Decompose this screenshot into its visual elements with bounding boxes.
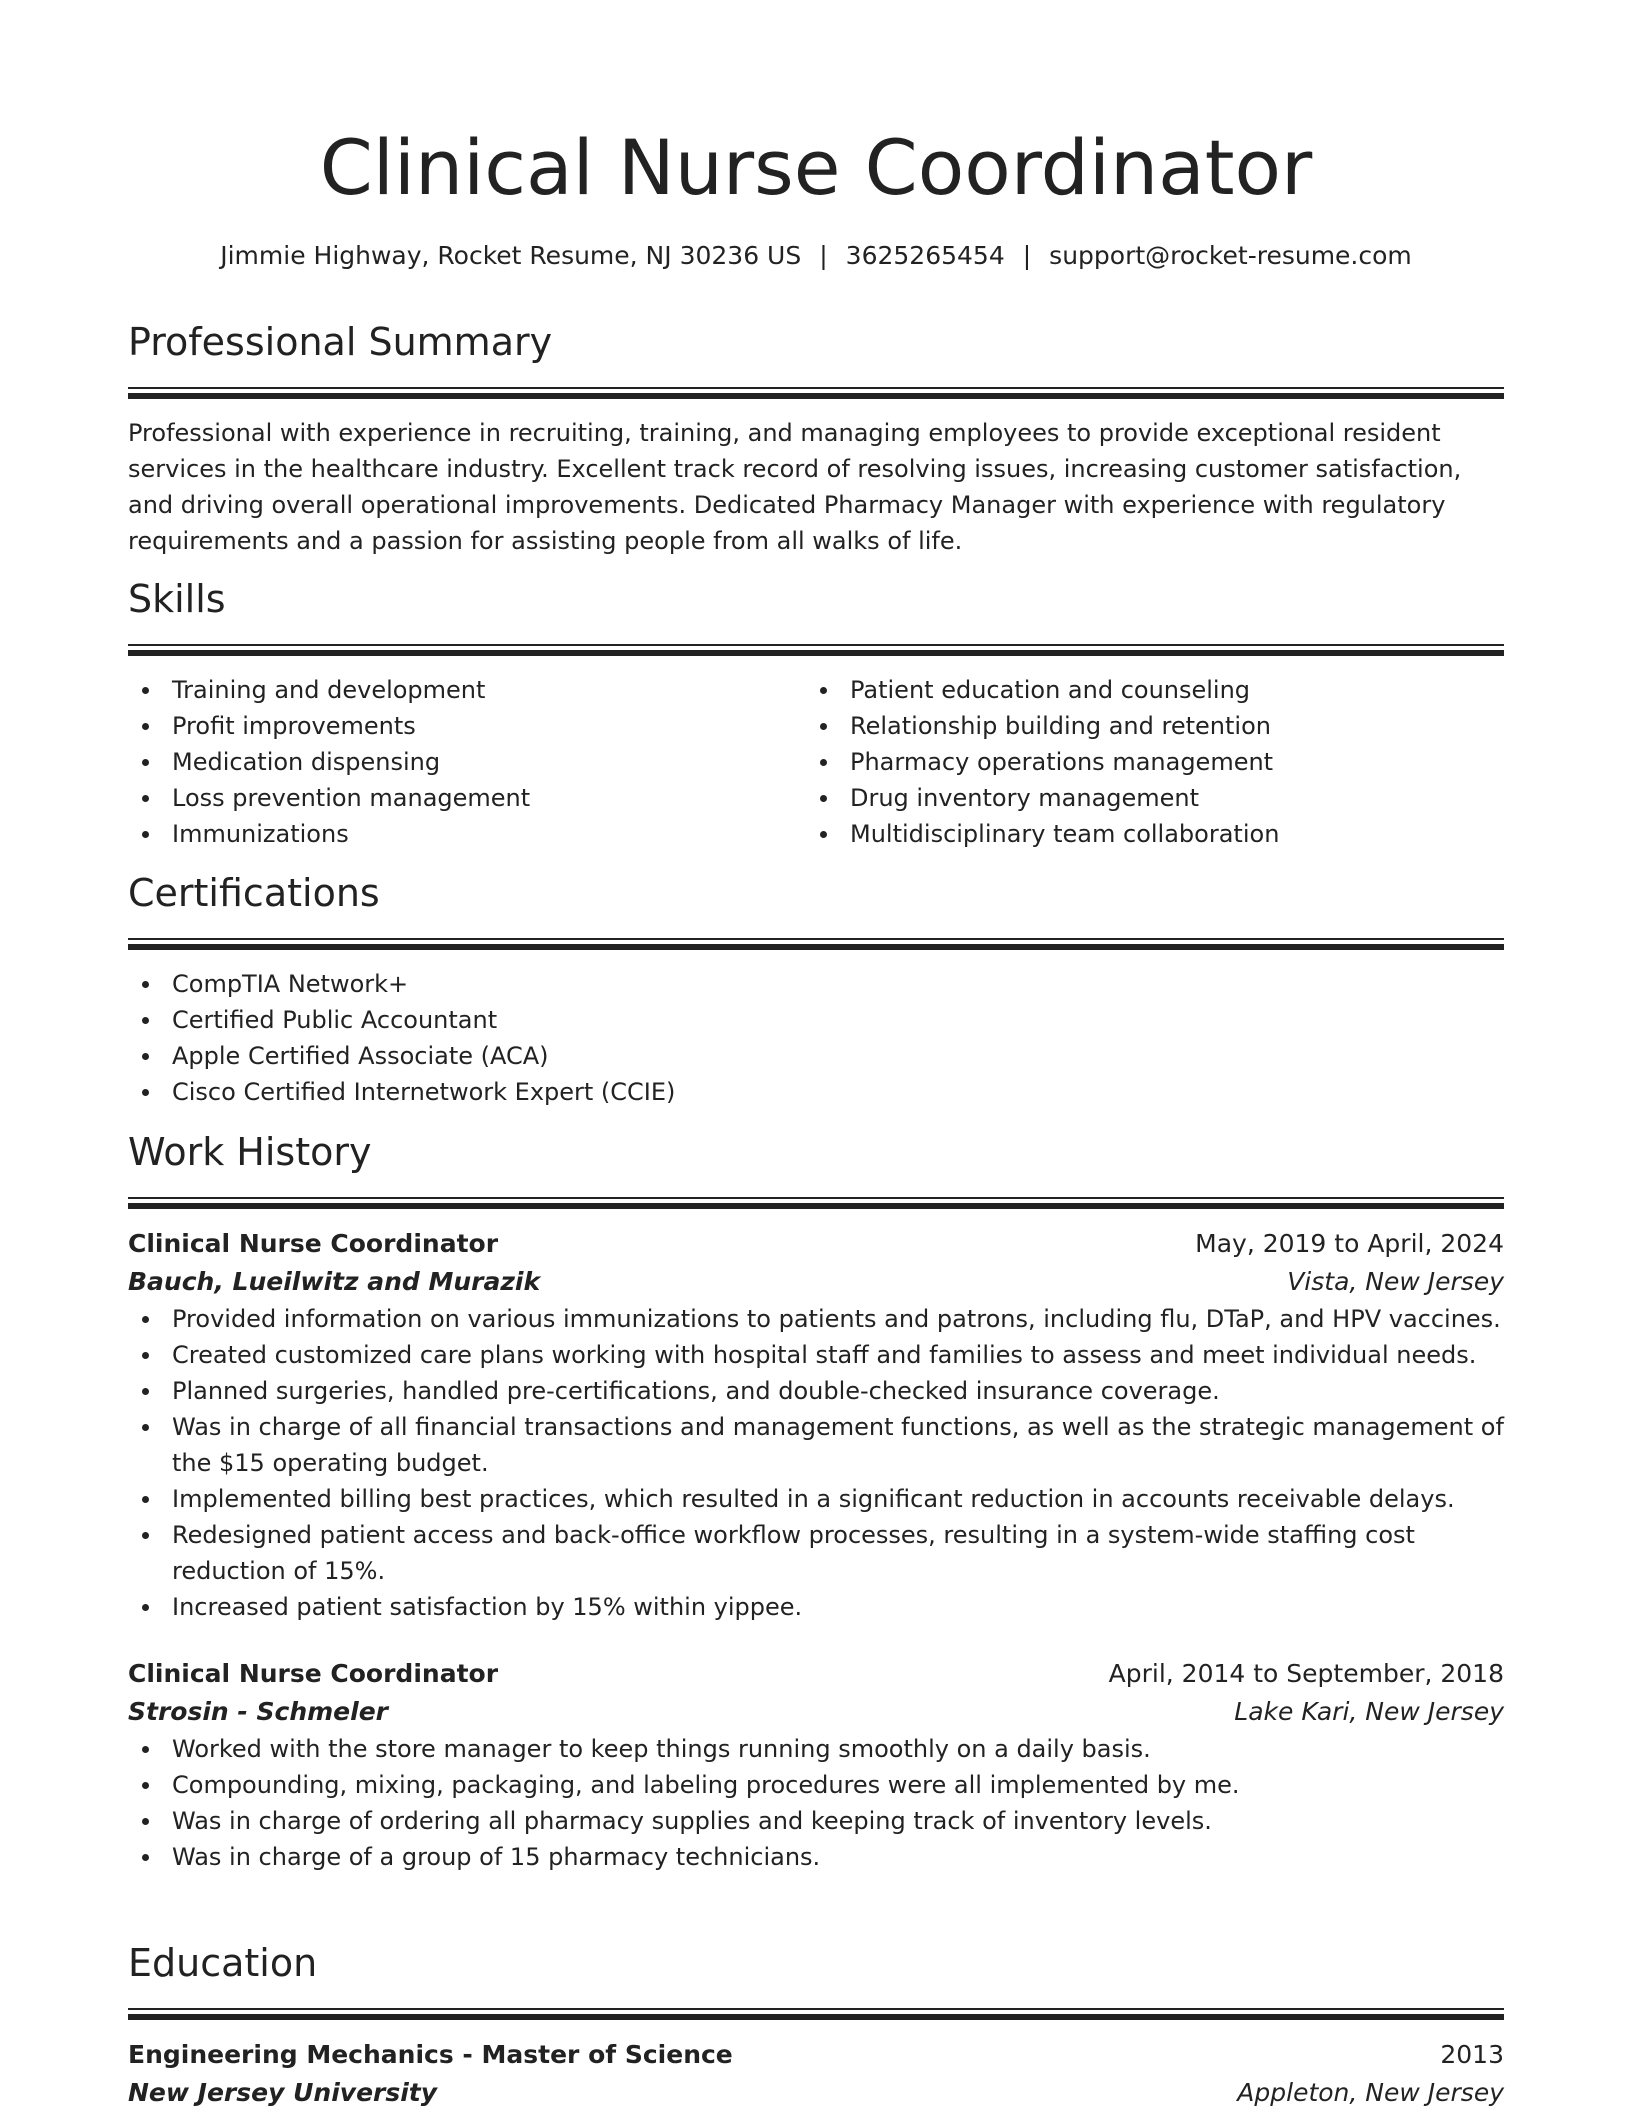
skill-item: Profit improvements xyxy=(128,708,806,744)
education-subheader xyxy=(128,2074,1504,2112)
job-header xyxy=(128,1655,1504,1693)
resume-name: Clinical Nurse Coordinator xyxy=(319,123,1313,212)
section-title: Certifications xyxy=(128,871,380,915)
education-header xyxy=(128,2036,1504,2074)
education-section xyxy=(128,1938,1504,2112)
job-bullets xyxy=(128,1301,1504,1625)
skills-section xyxy=(128,574,1504,852)
skill-item: Loss prevention management xyxy=(128,780,806,816)
section-divider xyxy=(128,644,1504,646)
section-divider xyxy=(128,2014,1504,2020)
contact-phone: 3625265454 xyxy=(845,241,1005,270)
contact-separator: | xyxy=(1022,241,1032,270)
job-bullet: Was in charge of all financial transactions and management functions, as well as the strategic management of the $15 operating budget. xyxy=(128,1409,1504,1481)
section-divider xyxy=(128,1197,1504,1199)
job-bullet: Provided information on various immunizations to patients and patrons, including flu, DTaP, and HPV vaccines. xyxy=(128,1301,1504,1337)
education-entry xyxy=(128,2036,1504,2112)
job-bullet: Was in charge of ordering all pharmacy supplies and keeping track of inventory levels. xyxy=(128,1803,1504,1839)
job-company: Strosin - Schmeler xyxy=(128,1697,388,1726)
job-title: Clinical Nurse Coordinator xyxy=(128,1659,499,1688)
certification-item: Certified Public Accountant xyxy=(128,1002,1504,1038)
contact-line xyxy=(128,238,1504,274)
education-location: Appleton, New Jersey xyxy=(1237,2078,1504,2107)
certifications-section xyxy=(128,868,1504,1110)
job-dates: April, 2014 to September, 2018 xyxy=(1108,1659,1504,1688)
job-bullet: Created customized care plans working with hospital staff and families to assess and meet individual needs. xyxy=(128,1337,1504,1373)
education-degree: Engineering Mechanics - Master of Science xyxy=(128,2040,733,2069)
job-bullet: Compounding, mixing, packaging, and labeling procedures were all implemented by me. xyxy=(128,1767,1504,1803)
skills-list-right xyxy=(806,672,1484,852)
job-location: Lake Kari, New Jersey xyxy=(1234,1697,1504,1726)
job-company: Bauch, Lueilwitz and Murazik xyxy=(128,1267,541,1296)
section-divider xyxy=(128,387,1504,389)
job-bullet: Redesigned patient access and back-office workflow processes, resulting in a system-wide staffing cost reduction of 15%. xyxy=(128,1517,1504,1589)
skill-item: Training and development xyxy=(128,672,806,708)
education-year: 2013 xyxy=(1440,2040,1504,2069)
section-title: Professional Summary xyxy=(128,320,553,364)
job-header xyxy=(128,1225,1504,1263)
job-bullet: Was in charge of a group of 15 pharmacy technicians. xyxy=(128,1839,1504,1875)
skill-item: Patient education and counseling xyxy=(806,672,1484,708)
job-subheader xyxy=(128,1693,1504,1731)
skills-columns xyxy=(128,672,1504,852)
skill-item: Relationship building and retention xyxy=(806,708,1484,744)
section-title: Work History xyxy=(128,1130,372,1174)
work-history-section xyxy=(128,1127,1504,1875)
summary-section xyxy=(128,317,1504,559)
certification-item: Apple Certified Associate (ACA) xyxy=(128,1038,1504,1074)
section-divider xyxy=(128,393,1504,399)
job-entry xyxy=(128,1655,1504,1875)
job-location: Vista, New Jersey xyxy=(1287,1267,1504,1296)
contact-email: support@rocket-resume.com xyxy=(1049,241,1412,270)
skill-item: Immunizations xyxy=(128,816,806,852)
section-divider xyxy=(128,938,1504,940)
skill-item: Medication dispensing xyxy=(128,744,806,780)
job-entry xyxy=(128,1225,1504,1625)
certifications-list xyxy=(128,966,1504,1110)
contact-separator: | xyxy=(819,241,828,270)
skill-item: Pharmacy operations management xyxy=(806,744,1484,780)
section-divider xyxy=(128,2008,1504,2010)
education-school: New Jersey University xyxy=(128,2078,438,2107)
job-bullet: Implemented billing best practices, which resulted in a significant reduction in accounts receivable delays. xyxy=(128,1481,1504,1517)
job-bullet: Increased patient satisfaction by 15% within yippee. xyxy=(128,1589,1504,1625)
summary-text: Professional with experience in recruiting, training, and managing employees to provide exceptional resident services in the healthcare industry. Excellent track record of resolving issues, increasing customer satisfaction, and driving overall operational improvements. Dedicated Pharmacy Manager with experience with regulatory requirements and a passion for assisting people from all walks of life. xyxy=(128,419,1462,555)
skill-item: Drug inventory management xyxy=(806,780,1484,816)
job-bullet: Planned surgeries, handled pre-certifications, and double-checked insurance coverage. xyxy=(128,1373,1504,1409)
certification-item: Cisco Certified Internetwork Expert (CCIE) xyxy=(128,1074,1504,1110)
skill-item: Multidisciplinary team collaboration xyxy=(806,816,1484,852)
certification-item: CompTIA Network+ xyxy=(128,966,1504,1002)
section-divider xyxy=(128,1203,1504,1209)
job-dates: May, 2019 to April, 2024 xyxy=(1195,1229,1504,1258)
skills-list-left xyxy=(128,672,806,852)
job-subheader xyxy=(128,1263,1504,1301)
job-bullets xyxy=(128,1731,1504,1875)
contact-address: Jimmie Highway, Rocket Resume, NJ 30236 US xyxy=(220,241,802,270)
section-title: Education xyxy=(128,1941,318,1985)
section-divider xyxy=(128,650,1504,656)
section-title: Skills xyxy=(128,577,226,621)
section-divider xyxy=(128,944,1504,950)
job-title: Clinical Nurse Coordinator xyxy=(128,1229,499,1258)
job-bullet: Worked with the store manager to keep things running smoothly on a daily basis. xyxy=(128,1731,1504,1767)
